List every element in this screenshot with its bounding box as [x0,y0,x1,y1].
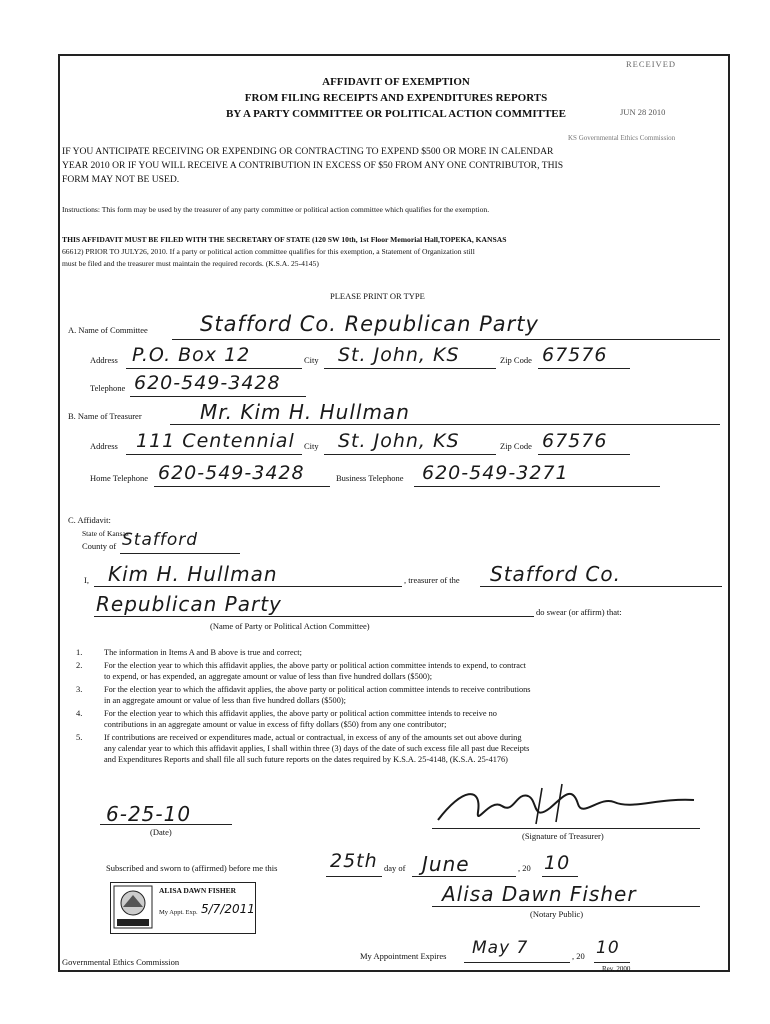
committee-phone-value[interactable]: 620-549-3428 [134,372,281,394]
treasurer-city-label: City [304,441,319,451]
title-line-2: FROM FILING RECEIPTS AND EXPENDITURES REPORTS [244,92,548,104]
warning-line-3: FORM MAY NOT BE USED. [62,174,180,185]
title-line-1: AFFIDAVIT OF EXEMPTION [322,76,470,88]
warning-line-1: IF YOU ANTICIPATE RECEIVING OR EXPENDING OR CONTRACTING TO EXPEND $500 OR MORE IN CALENDAR [62,146,554,157]
seal-appt-date: 5/7/2011 [201,902,255,916]
treasurer-zip-line [538,454,630,455]
item-number: 1. [76,647,83,657]
month-value[interactable]: June [422,852,470,876]
notary-line [432,906,700,907]
item-text: For the election year to which this affidavit applies, the above party or political action committee intends to expend, to contract [104,661,526,670]
committee-name-value[interactable]: Stafford Co. Republican Party [200,312,539,336]
business-phone-line [414,486,660,487]
print-note: PLEASE PRINT OR TYPE [330,291,425,301]
item-text: and Expenditures Reports and shall file all such future reports on the dates required by K.S.A. 25-4148, (K.S.A. 25-4176) [104,755,508,764]
committee-city-value[interactable]: St. John, KS [338,344,460,366]
affidavit-label: C. Affidavit: [68,515,111,525]
treasurer-zip-label: Zip Code [500,441,532,451]
state-seal-icon [113,885,153,929]
committee-address-label: Address [90,355,118,365]
swear-text: do swear (or affirm) that: [536,607,622,617]
county-label: County of [82,541,117,551]
committee-affidavit-line [480,586,722,587]
treasurer-address-line [126,454,302,455]
expires-year-line [594,962,630,963]
item-number: 2. [76,660,83,670]
date-line [100,824,232,825]
revision: Rev. 2000 [602,965,631,973]
filing-line-2: 66612) PRIOR TO JULY26, 2010. If a party or political action committee qualifies for this exemption, a Statement of Organization still [62,247,475,256]
treasurer-name-value[interactable]: Mr. Kim H. Hullman [200,400,410,424]
home-phone-line [154,486,330,487]
treasurer-zip-value[interactable]: 67576 [542,430,608,452]
item-number: 4. [76,708,83,718]
committee-phone-label: Telephone [90,383,126,393]
committee-affidavit-value-2[interactable]: Republican Party [96,592,282,616]
committee-address-value[interactable]: P.O. Box 12 [132,344,251,366]
footer-org: Governmental Ethics Commission [62,957,180,967]
month-line [412,876,516,877]
committee-address-line [126,368,302,369]
expires-line [464,962,570,963]
committee-city-label: City [304,355,319,365]
item-text: contributions in an aggregate amount or value in excess of fifty dollars ($50) from any one contributor; [104,720,447,729]
expires-label: My Appointment Expires [360,951,447,961]
treasurer-name-line [170,424,720,425]
item-text: The information in Items A and B above is true and correct; [104,648,302,657]
office-stamp: KS Governmental Ethics Commission [568,134,676,142]
treasurer-signature[interactable] [432,778,702,832]
day-line [326,876,382,877]
title-line-3: BY A PARTY COMMITTEE OR POLITICAL ACTION COMMITTEE [226,108,566,120]
affiant-prefix: I, [84,575,89,585]
year-line [542,876,578,877]
notary-caption: (Notary Public) [530,909,584,919]
expires-year[interactable]: 10 [596,938,620,958]
committee-affidavit-value-1[interactable]: Stafford Co. [490,562,621,586]
treasurer-of-label: , treasurer of the [404,575,460,585]
treasurer-name-label: B. Name of Treasurer [68,411,142,421]
date-caption: (Date) [150,827,172,837]
committee-caption: (Name of Party or Political Action Committee) [210,621,370,631]
item-text: For the election year to which this affidavit applies, the above party or political action committee intends to receive no [104,709,497,718]
committee-affidavit-line-2 [94,616,534,617]
affiant-value[interactable]: Kim H. Hullman [108,562,278,586]
item-text: any calendar year to which this affidavit applies, I shall within three (3) days of the date of such excess file all past due Receipts [104,744,530,753]
treasurer-address-label: Address [90,441,118,451]
year-prefix: , 20 [518,863,531,873]
home-phone-value[interactable]: 620-549-3428 [158,462,305,484]
committee-name-label: A. Name of Committee [68,325,148,335]
date-value[interactable]: 6-25-10 [106,802,192,826]
instructions: Instructions: This form may be used by the treasurer of any party committee or political action committee which qualifies for the exemption. [62,205,490,214]
county-value[interactable]: Stafford [122,530,199,550]
notary-seal [110,882,256,934]
item-text: For the election year to which the affidavit applies, the above party or political action committee intends to receive contributions [104,685,531,694]
treasurer-city-line [324,454,496,455]
home-phone-label: Home Telephone [90,473,149,483]
item-text: in an aggregate amount or value of less than five hundred dollars ($500); [104,696,346,705]
business-phone-value[interactable]: 620-549-3271 [422,462,569,484]
item-number: 5. [76,732,83,742]
state-label: State of Kansas [82,529,129,538]
seal-name: ALISA DAWN FISHER [159,886,237,895]
committee-zip-value[interactable]: 67576 [542,344,608,366]
expires-year-prefix: , 20 [572,951,585,961]
item-number: 3. [76,684,83,694]
treasurer-city-value[interactable]: St. John, KS [338,430,460,452]
notary-signature[interactable]: Alisa Dawn Fisher [442,882,637,906]
expires-month[interactable]: May 7 [472,938,529,958]
day-of-label: day of [384,863,406,873]
county-line [120,553,240,554]
form-page [58,54,730,972]
item-text: to expend, or has expended, an aggregate amount or value of less than five hundred dollars ($500); [104,672,433,681]
subscribed-text: Subscribed and sworn to (affirmed) before me this [106,863,278,873]
committee-name-line [172,339,720,340]
filing-line-3: must be filed and the treasurer must maintain the required records. (K.S.A. 25-4145) [62,259,319,268]
seal-appt-label: My Appt. Exp. [159,909,198,916]
signature-line [432,828,700,829]
year-value[interactable]: 10 [544,852,571,874]
treasurer-address-value[interactable]: 111 Centennial [136,430,295,452]
received-date-stamp: JUN 28 2010 [620,107,666,117]
committee-city-line [324,368,496,369]
received-stamp: RECEIVED [626,59,677,69]
committee-zip-label: Zip Code [500,355,532,365]
affiant-line [94,586,402,587]
filing-line-1: THIS AFFIDAVIT MUST BE FILED WITH THE SECRETARY OF STATE (120 SW 10th, 1st Floor Memorial Hall,TOPEKA, KANSAS [62,235,507,244]
business-phone-label: Business Telephone [336,473,404,483]
item-text: If contributions are received or expenditures made, actual or contractual, in excess of any of the amounts set out above during [104,733,522,742]
signature-caption: (Signature of Treasurer) [522,831,604,841]
warning-line-2: YEAR 2010 OR IF YOU WILL RECEIVE A CONTRIBUTION IN EXCESS OF $50 FROM ANY ONE CONTRIBUTOR, THIS [62,160,564,171]
day-value[interactable]: 25th [330,850,378,872]
committee-phone-line [130,396,306,397]
committee-zip-line [538,368,630,369]
